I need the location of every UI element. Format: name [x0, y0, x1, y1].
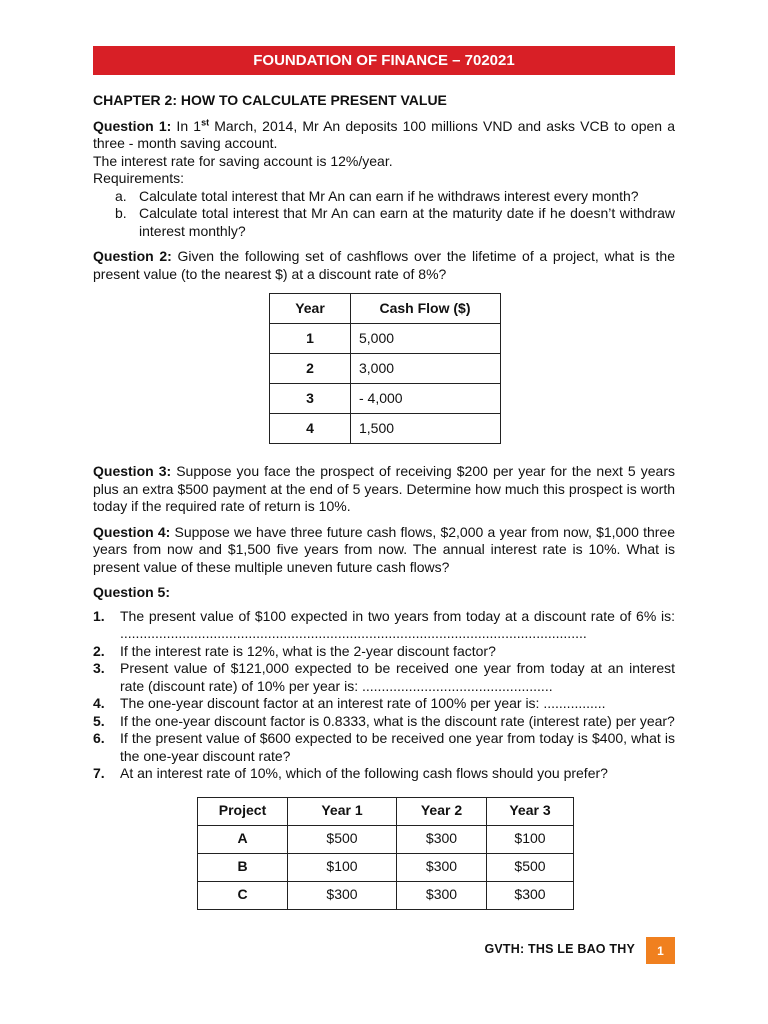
- table-cell: 3: [270, 384, 351, 414]
- list-number: 3.: [93, 660, 105, 676]
- list-item-text: Present value of $121,000 expected to be received one year from today at an interest rate (discount rate) of 10% per year is: .................................................: [120, 660, 675, 694]
- table-row: [270, 324, 501, 354]
- question-1-rate: The interest rate for saving account is 12%/year.: [93, 152, 393, 169]
- list-item-text: At an interest rate of 10%, which of the following cash flows should you prefer?: [120, 765, 608, 781]
- list-marker: b.: [115, 205, 127, 221]
- list-item-text: If the one-year discount factor is 0.8333, what is the discount rate (interest rate) per year?: [120, 712, 675, 729]
- list-number: 7.: [93, 765, 105, 781]
- table-cell: $100: [487, 825, 574, 853]
- table-header: Year: [270, 294, 351, 324]
- table-row: [270, 414, 501, 444]
- question-3-text: Suppose you face the prospect of receiving $200 per year for the next 5 years plus an extra $500 payment at the end of 5 years. Determine how much this prospect is worth today if the required rate of return is 10%.: [93, 463, 675, 514]
- question-1-label: Question 1:: [93, 117, 172, 134]
- list-item: [93, 643, 675, 661]
- project-cash-flow-table: [197, 797, 574, 910]
- table-row: [270, 384, 501, 414]
- question-1: [93, 118, 675, 241]
- teacher-name: GVTH: THS LE BAO THY: [484, 942, 635, 956]
- question-1-text-b: March, 2014, Mr An deposits 100 millions VND and asks VCB to open a three - month saving account.: [93, 117, 675, 151]
- list-item: [93, 660, 675, 695]
- list-number: 5.: [93, 712, 105, 729]
- table-cell: 2: [270, 354, 351, 384]
- question-5-list: [93, 608, 675, 783]
- question-4-text: Suppose we have three future cash flows, $2,000 a year from now, $1,000 three years from now and $1,500 five years from now. The annual interest rate is 10%. What is present value of these multiple uneven future cash flows?: [93, 523, 675, 575]
- ordinal-suffix: st: [201, 116, 210, 127]
- document-body: [93, 92, 675, 910]
- table-cell: $300: [397, 881, 487, 909]
- list-item: [93, 188, 675, 206]
- list-number: 4.: [93, 695, 105, 711]
- table-cell: 1: [270, 324, 351, 354]
- list-item-text: The one-year discount factor at an interest rate of 100% per year is: ................: [120, 695, 606, 711]
- question-2-label: Question 2:: [93, 248, 172, 264]
- table-cell: 3,000: [351, 354, 501, 384]
- list-item: [93, 205, 675, 240]
- table-cell: $500: [288, 825, 397, 853]
- table-cell: 4: [270, 414, 351, 444]
- list-item-text: If the interest rate is 12%, what is the 2-year discount factor?: [120, 642, 496, 659]
- list-item: [93, 730, 675, 765]
- question-4-label: Question 4:: [93, 523, 171, 540]
- question-1-text-a: In 1: [171, 117, 202, 134]
- list-item-text: Calculate total interest that Mr An can earn at the maturity date if he doesn’t withdraw interest monthly?: [139, 205, 675, 239]
- table-row: [198, 881, 574, 909]
- table-row: [270, 354, 501, 384]
- cash-flow-table: [269, 293, 501, 444]
- list-item-text: Calculate total interest that Mr An can earn if he withdraws interest every month?: [139, 187, 639, 204]
- table-cell: - 4,000: [351, 384, 501, 414]
- table-header: Project: [198, 797, 288, 825]
- table-header: Year 3: [487, 797, 574, 825]
- page-number-badge: 1: [646, 937, 675, 964]
- question-2-text: Given the following set of cashflows over the lifetime of a project, what is the present value (to the nearest $) at a discount rate of 8%?: [93, 248, 675, 282]
- question-5: [93, 584, 675, 910]
- table-cell: $300: [397, 825, 487, 853]
- table-header: Year 2: [397, 797, 487, 825]
- table-row: [198, 825, 574, 853]
- list-item-text: The present value of $100 expected in two years from today at a discount rate of 6% is: ........................................................................................................................: [120, 607, 675, 641]
- table-cell: $300: [288, 881, 397, 909]
- question-2: [93, 248, 675, 444]
- table-cell: $100: [288, 853, 397, 881]
- table-cell: $500: [487, 853, 574, 881]
- table-row: [198, 853, 574, 881]
- requirements-list: [93, 188, 675, 241]
- question-3-label: Question 3:: [93, 463, 172, 479]
- table-header-row: [270, 294, 501, 324]
- table-cell: $300: [397, 853, 487, 881]
- list-marker: a.: [115, 187, 127, 204]
- list-number: 1.: [93, 607, 105, 624]
- table-header-row: [198, 797, 574, 825]
- document-title-banner: FOUNDATION OF FINANCE – 702021: [93, 46, 675, 75]
- question-4: [93, 524, 675, 577]
- list-number: 2.: [93, 642, 105, 659]
- table-header: Year 1: [288, 797, 397, 825]
- table-cell: $300: [487, 881, 574, 909]
- table-cell: A: [198, 825, 288, 853]
- question-1-requirements: Requirements:: [93, 170, 185, 186]
- page-footer: [460, 937, 675, 964]
- list-item: [93, 765, 675, 783]
- table-cell: B: [198, 853, 288, 881]
- table-cell: 5,000: [351, 324, 501, 354]
- question-3: [93, 463, 675, 516]
- list-item: [93, 695, 675, 713]
- question-5-label: Question 5:: [93, 584, 171, 600]
- table-cell: 1,500: [351, 414, 501, 444]
- table-header: Cash Flow ($): [351, 294, 501, 324]
- table-cell: C: [198, 881, 288, 909]
- chapter-heading: CHAPTER 2: HOW TO CALCULATE PRESENT VALUE: [93, 92, 447, 108]
- list-item: [93, 713, 675, 731]
- list-item: [93, 608, 675, 643]
- list-item-text: If the present value of $600 expected to be received one year from today is $400, what is the one-year discount rate?: [120, 730, 675, 764]
- list-number: 6.: [93, 730, 105, 746]
